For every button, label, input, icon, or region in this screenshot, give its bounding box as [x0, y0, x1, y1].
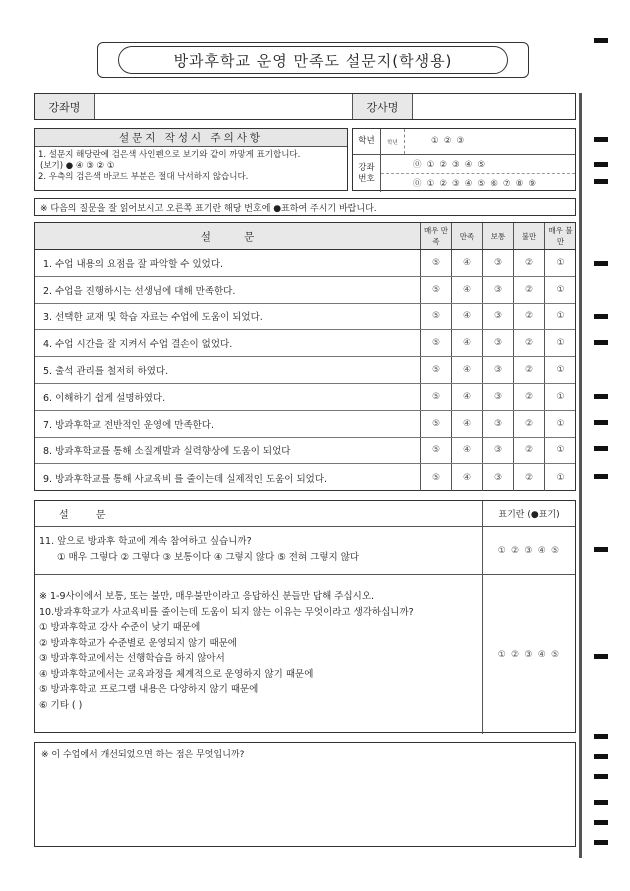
course-number-row [353, 155, 575, 192]
barcode-mark [594, 314, 608, 319]
column-very-dissatisfied: 매우 불만 [548, 226, 573, 246]
barcode-mark [594, 840, 608, 845]
grade-label: 학년 [353, 129, 381, 154]
question-11-text-cell [35, 527, 483, 574]
course-name-field[interactable] [95, 94, 353, 119]
grade-sub-label: 학년 [381, 129, 405, 154]
answer-bubble[interactable]: ③ [483, 438, 514, 464]
question-10-option: ⑥ 기타 ( ) [39, 699, 83, 711]
question-text: 7. 방과후학교 전반적인 운영에 만족한다. [35, 411, 421, 437]
answer-bubble[interactable]: ② [514, 330, 545, 356]
table-row [35, 357, 575, 384]
table-row [35, 384, 575, 411]
barcode-mark [594, 261, 608, 266]
course-number-bubbles-1[interactable]: ⓪ ① ② ③ ④ ⑤ [413, 160, 487, 170]
page-title: 방과후학교 운영 만족도 설문지(학생용) [118, 46, 508, 74]
grade-row [353, 129, 575, 155]
table-row [35, 330, 575, 357]
answer-bubble[interactable]: ② [514, 277, 545, 303]
answer-bubble[interactable]: ④ [452, 250, 483, 276]
question-text: 4. 수업 시간을 잘 지켜서 수업 결손이 없었다. [35, 330, 421, 356]
course-name-label: 강좌명 [35, 94, 95, 119]
answer-bubble[interactable]: ⑤ [421, 357, 452, 383]
barcode-mark [594, 820, 608, 825]
answer-bubble[interactable]: ④ [452, 357, 483, 383]
student-code-box [352, 128, 576, 191]
column-very-satisfied: 매우 만족 [421, 223, 452, 249]
answer-bubble[interactable]: ③ [483, 384, 514, 410]
barcode-mark [594, 446, 608, 451]
question-text: 6. 이해하기 쉽게 설명하였다. [35, 384, 421, 410]
answer-bubble[interactable]: ① [556, 391, 565, 402]
answer-bubble[interactable]: ② [514, 357, 545, 383]
course-number-bubbles-2[interactable]: ⓪ ① ② ③ ④ ⑤ ⑥ ⑦ ⑧ ⑨ [413, 179, 538, 189]
barcode-mark [594, 179, 608, 184]
barcode-mark [594, 137, 608, 142]
table-row [35, 304, 575, 331]
answer-bubble[interactable]: ① [556, 311, 565, 322]
section-2-question-header: 설 문 [35, 501, 483, 526]
answer-bubble[interactable]: ① [556, 338, 565, 349]
answer-bubble[interactable]: ① [556, 257, 565, 268]
answer-bubble[interactable]: ⑤ [421, 464, 452, 491]
instructions-box [34, 128, 348, 191]
question-10-option: ③ 방과후학교에서는 선행학습을 하지 않아서 [39, 653, 225, 664]
answer-bubble[interactable]: ② [514, 464, 545, 491]
answer-bubble[interactable]: ④ [452, 384, 483, 410]
answer-bubble[interactable]: ③ [483, 277, 514, 303]
barcode-mark [594, 38, 608, 43]
answer-bubble[interactable]: ① [556, 365, 565, 376]
barcode-mark [594, 547, 608, 552]
answer-bubble[interactable]: ② [514, 411, 545, 437]
answer-bubble[interactable]: ④ [452, 304, 483, 330]
question-text: 3. 선택한 교재 및 학습 자료는 수업에 도움이 되었다. [35, 304, 421, 330]
column-neutral: 보통 [483, 223, 514, 249]
answer-bubble[interactable]: ② [514, 438, 545, 464]
barcode-mark [594, 162, 608, 167]
course-number-label: 강좌 번호 [353, 155, 381, 192]
answer-bubble[interactable]: ② [514, 304, 545, 330]
answer-bubble[interactable]: ④ [452, 411, 483, 437]
answer-bubble[interactable]: ③ [483, 330, 514, 356]
answer-bubble[interactable]: ⑤ [421, 438, 452, 464]
teacher-name-field[interactable] [413, 94, 575, 119]
table-header [35, 223, 575, 250]
teacher-name-label: 강사명 [353, 94, 413, 119]
satisfaction-table [34, 222, 576, 491]
answer-bubble[interactable]: ② [514, 250, 545, 276]
barcode-mark [594, 734, 608, 739]
instruction-line-2: 2. 우측의 검은색 바코드 부분은 절대 낙서하지 않습니다. [38, 172, 249, 182]
answer-bubble[interactable]: ① [556, 284, 565, 295]
answer-bubble[interactable]: ⑤ [421, 330, 452, 356]
answer-bubble[interactable]: ② [514, 384, 545, 410]
barcode-mark [594, 774, 608, 779]
barcode-mark [594, 474, 608, 479]
barcode-rail [579, 93, 582, 858]
question-header: 설 문 [35, 223, 421, 249]
question-text: 5. 출석 관리를 철저히 하였다. [35, 357, 421, 383]
barcode-mark [594, 654, 608, 659]
instructor-row [34, 93, 576, 120]
answer-bubble[interactable]: ③ [483, 411, 514, 437]
question-text: 8. 방과후학교를 통해 소질계발과 실력향상에 도움이 되었다 [35, 438, 421, 464]
improvement-answer-area[interactable] [35, 765, 575, 846]
question-text: 1. 수업 내용의 요점을 잘 파악할 수 있었다. [35, 250, 421, 276]
question-text: 9. 방과후학교를 통해 사교육비 를 줄이는데 실제적인 도움이 되었다. [35, 464, 421, 491]
barcode-mark [594, 394, 608, 399]
question-10-row [35, 575, 575, 734]
answer-bubble[interactable]: ⑤ [421, 384, 452, 410]
answer-bubble[interactable]: ④ [452, 464, 483, 491]
section-3 [34, 742, 576, 847]
table-row [35, 411, 575, 438]
barcode-mark [594, 420, 608, 425]
instructions-heading: 설문지 작성시 주의사항 [35, 129, 347, 147]
instruction-line-1: 1. 설문지 해당란에 검은색 사인펜으로 보기와 같이 까맣게 표기합니다. [38, 150, 301, 160]
answer-bubble[interactable]: ⑤ [421, 250, 452, 276]
table-row [35, 250, 575, 277]
table-row [35, 464, 575, 491]
barcode-mark [594, 754, 608, 759]
improvement-question: ※ 이 수업에서 개선되었으면 하는 점은 무엇입니까? [41, 750, 245, 760]
notice-bar: ※ 다음의 질문을 잘 읽어보시고 오른쪽 표기란 해당 번호에 ●표하여 주시기 바랍니다. [34, 198, 576, 216]
table-row [35, 438, 575, 465]
question-10: 10.방과후학교가 사교육비를 줄이는데 도움이 되지 않는 이유는 무엇이라고 생각하십니까? [39, 606, 414, 618]
question-10-note: ※ 1-9사이에서 보통, 또는 불만, 매우불만이라고 응답하신 분들만 답해 주십시오. [39, 591, 375, 602]
question-10-option: ④ 방과후학교에서는 교육과정을 체계적으로 운영하지 않기 때문에 [39, 668, 314, 680]
column-satisfied: 만족 [452, 223, 483, 249]
instruction-example: (보기) ● ④ ③ ② ① [40, 161, 115, 171]
question-11-options: ① 매우 그렇다 ② 그렇다 ③ 보통이다 ④ 그렇지 않다 ⑤ 전혀 그렇지 않다 [57, 551, 360, 563]
question-11-bubbles[interactable]: ① ② ③ ④ ⑤ [497, 545, 561, 556]
question-11: 11. 앞으로 방과후 학교에 계속 참여하고 싶습니까? [39, 536, 252, 547]
answer-bubble[interactable]: ③ [483, 357, 514, 383]
section-2-mark-header: 표기란 (●표기) [498, 510, 560, 520]
question-11-row [35, 527, 575, 575]
question-text: 2. 수업을 진행하시는 선생님에 대해 만족한다. [35, 277, 421, 303]
question-10-text-cell [35, 575, 483, 734]
answer-bubble[interactable]: ④ [452, 330, 483, 356]
answer-bubble[interactable]: ③ [483, 464, 514, 491]
divider [381, 173, 575, 174]
section-2-header [35, 501, 575, 527]
answer-bubble[interactable]: ③ [483, 304, 514, 330]
answer-bubble[interactable]: ① [556, 472, 565, 483]
answer-bubble[interactable]: ① [556, 445, 565, 456]
column-dissatisfied: 불만 [514, 223, 545, 249]
answer-bubble[interactable]: ④ [452, 438, 483, 464]
answer-bubble[interactable]: ⑤ [421, 277, 452, 303]
section-2 [34, 500, 576, 733]
answer-bubble[interactable]: ① [556, 418, 565, 429]
answer-bubble[interactable]: ⑤ [421, 304, 452, 330]
barcode-mark [594, 800, 608, 805]
question-10-bubbles[interactable]: ① ② ③ ④ ⑤ [497, 649, 561, 660]
question-10-option: ② 방과후학교가 수준별로 운영되지 않기 때문에 [39, 637, 237, 649]
barcode-mark [594, 340, 608, 345]
question-10-option: ① 방과후학교 강사 수준이 낮기 때문에 [39, 622, 201, 633]
answer-bubble[interactable]: ③ [483, 250, 514, 276]
answer-bubble[interactable]: ④ [452, 277, 483, 303]
table-row [35, 277, 575, 304]
grade-bubbles[interactable]: ① ② ③ [431, 136, 466, 146]
question-10-option: ⑤ 방과후학교 프로그램 내용은 다양하지 않기 때문에 [39, 684, 259, 695]
answer-bubble[interactable]: ⑤ [421, 411, 452, 437]
